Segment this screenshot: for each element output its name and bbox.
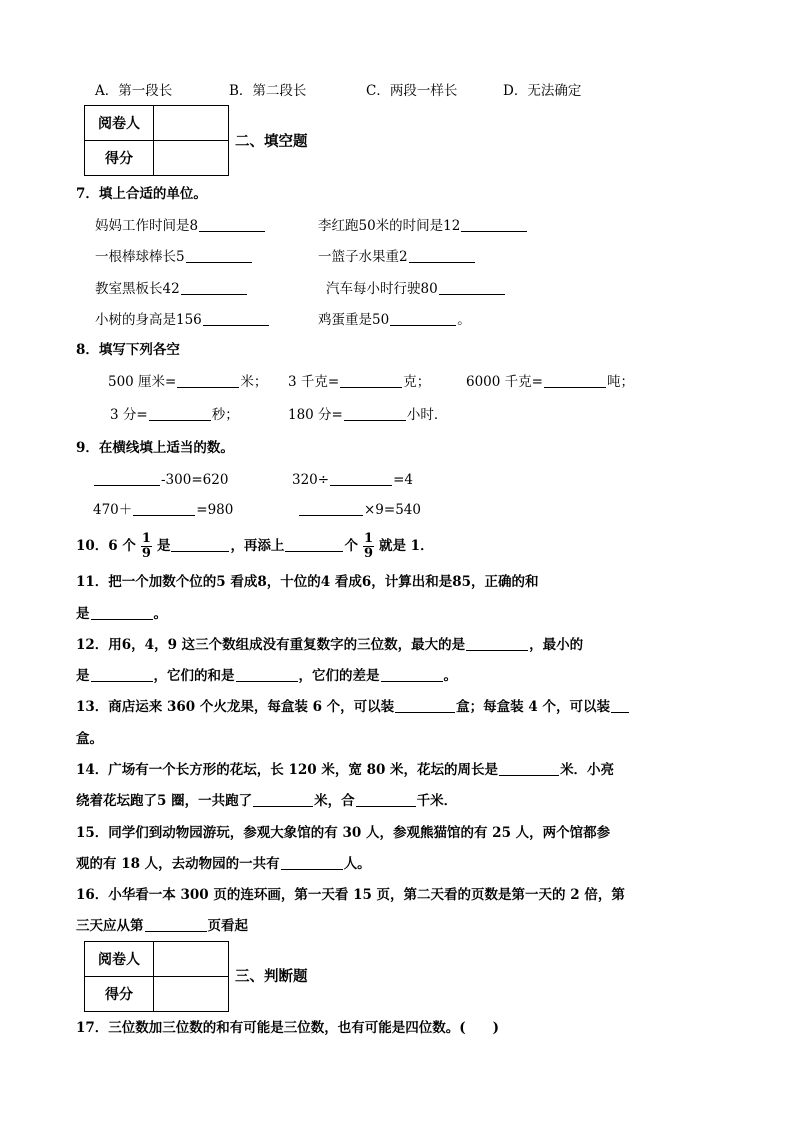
answer-blank[interactable] — [499, 762, 559, 776]
question-8-title: 8．填写下列各空 — [76, 342, 180, 358]
answer-blank[interactable] — [171, 538, 229, 552]
answer-blank[interactable] — [186, 249, 252, 263]
answer-blank[interactable] — [461, 218, 527, 232]
answer-blank[interactable] — [91, 668, 153, 682]
answer-blank[interactable] — [94, 472, 160, 486]
q7-item: 小树的身高是156 — [95, 311, 270, 329]
answer-blank[interactable] — [203, 312, 269, 326]
reviewer-cell[interactable] — [154, 106, 229, 141]
answer-blank[interactable] — [439, 281, 505, 295]
q9-item: 470＋ =980 — [93, 502, 234, 518]
answer-blank[interactable] — [409, 249, 475, 263]
answer-blank[interactable] — [285, 538, 343, 552]
q8-item: 3 千克= 克； — [288, 374, 431, 390]
question-13-line2: 盒。 — [76, 731, 103, 747]
question-15-line1: 15．同学们到动物园游玩，参观大象馆的有 30 人，参观熊猫馆的有 25 人，两个馆都参 — [76, 825, 611, 841]
fraction: $\frac{1}{9}$ — [141, 531, 151, 561]
question-11-line2: 是 。 — [76, 606, 167, 622]
score-cell[interactable] — [154, 977, 229, 1012]
q8-item: 6000 千克= 吨； — [466, 374, 634, 390]
answer-blank[interactable] — [344, 407, 406, 421]
question-16-line1: 16．小华看一本 300 页的连环画，第一天看 15 页，第二天看的页数是第一天的 2 倍，第 — [76, 887, 625, 903]
question-14-line1: 14．广场有一个长方形的花坛，长 120 米，宽 80 米，花坛的周长是 米．小亮 — [76, 762, 615, 778]
answer-blank[interactable] — [611, 699, 629, 713]
answer-blank[interactable] — [330, 472, 392, 486]
q8-item: 3 分= 秒； — [110, 407, 239, 423]
q8-item: 180 分= 小时． — [288, 407, 448, 423]
q8-item: 500 厘米= 米； — [108, 374, 268, 390]
score-box — [84, 105, 229, 176]
score-label: 得分 — [85, 977, 154, 1012]
question-13-line1: 13．商店运来 360 个火龙果，每盒装 6 个，可以装 盒；每盒装 4 个，可以装 — [76, 698, 630, 716]
question-10-label: 10．6 个 — [76, 538, 136, 554]
answer-blank[interactable] — [356, 793, 416, 807]
answer-blank[interactable] — [381, 668, 443, 682]
answer-blank[interactable] — [199, 218, 265, 232]
question-12-line2: 是 ，它们的和是 ，它们的差是 。 — [76, 668, 457, 684]
question-15-line2: 观的有 18 人，去动物园的一共有 人。 — [76, 856, 371, 872]
choice-option-a: A．第一段长 — [95, 83, 173, 99]
reviewer-label: 阅卷人 — [85, 942, 154, 977]
score-label: 得分 — [85, 141, 154, 176]
question-17: 17．三位数加三位数的和有可能是三位数，也有可能是四位数。( ) — [76, 1020, 500, 1036]
answer-blank[interactable] — [149, 407, 211, 421]
q7-item: 李红跑50米的时间是12 — [318, 217, 528, 235]
answer-blank[interactable] — [299, 502, 363, 516]
question-14-line2: 绕着花坛跑了5 圈，一共跑了 米，合 千米． — [76, 793, 458, 809]
answer-blank[interactable] — [340, 374, 402, 388]
question-10: 10．6 个 $\frac{1}{9}$ 是 ，再添上 个 $\frac{1}{9}$ 就是 1． — [76, 531, 434, 561]
answer-blank[interactable] — [390, 312, 456, 326]
choice-option-b: B．第二段长 — [229, 83, 307, 99]
answer-blank[interactable] — [236, 668, 298, 682]
question-11-line1: 11．把一个加数个位的5 看成8，十位的4 看成6，计算出和是85，正确的和 — [76, 574, 539, 590]
answer-blank[interactable] — [91, 606, 153, 620]
q7-item: 妈妈工作时间是8 — [95, 217, 266, 235]
reviewer-label: 阅卷人 — [85, 106, 154, 141]
q9-item: -300=620 — [93, 471, 228, 489]
q7-item: 汽车每小时行驶80 — [326, 280, 506, 298]
question-12-line1: 12．用6，4，9 这三个数组成没有重复数字的三位数，最大的是 ，最小的 — [76, 637, 584, 653]
score-box — [84, 941, 229, 1012]
reviewer-cell[interactable] — [154, 942, 229, 977]
answer-blank[interactable] — [181, 281, 247, 295]
q7-item: 一根棒球棒长5 — [95, 248, 253, 266]
q7-item: 鸡蛋重是50 。 — [318, 312, 471, 328]
question-7-title: 7．填上合适的单位。 — [76, 186, 207, 202]
choice-option-c: C．两段一样长 — [366, 83, 458, 99]
section-title-judge: 三、判断题 — [235, 968, 308, 985]
question-16-line2: 三天应从第 页看起 — [76, 918, 248, 934]
q9-item: 320÷ =4 — [292, 472, 413, 488]
score-cell[interactable] — [154, 141, 229, 176]
answer-blank[interactable] — [544, 374, 606, 388]
choice-option-d: D．无法确定 — [503, 83, 582, 99]
section-title-fill: 二、填空题 — [235, 133, 308, 150]
answer-blank[interactable] — [466, 637, 528, 651]
answer-blank[interactable] — [253, 793, 313, 807]
q7-item: 教室黑板长42 — [95, 280, 248, 298]
answer-blank[interactable] — [281, 856, 343, 870]
fraction: $\frac{1}{9}$ — [363, 531, 373, 561]
answer-blank[interactable] — [177, 374, 239, 388]
answer-blank[interactable] — [145, 918, 207, 932]
answer-blank[interactable] — [395, 699, 455, 713]
q9-item: ×9=540 — [298, 501, 421, 519]
q7-item: 一篮子水果重2 — [318, 248, 476, 266]
question-9-title: 9．在横线填上适当的数。 — [76, 440, 234, 456]
answer-blank[interactable] — [133, 502, 195, 516]
